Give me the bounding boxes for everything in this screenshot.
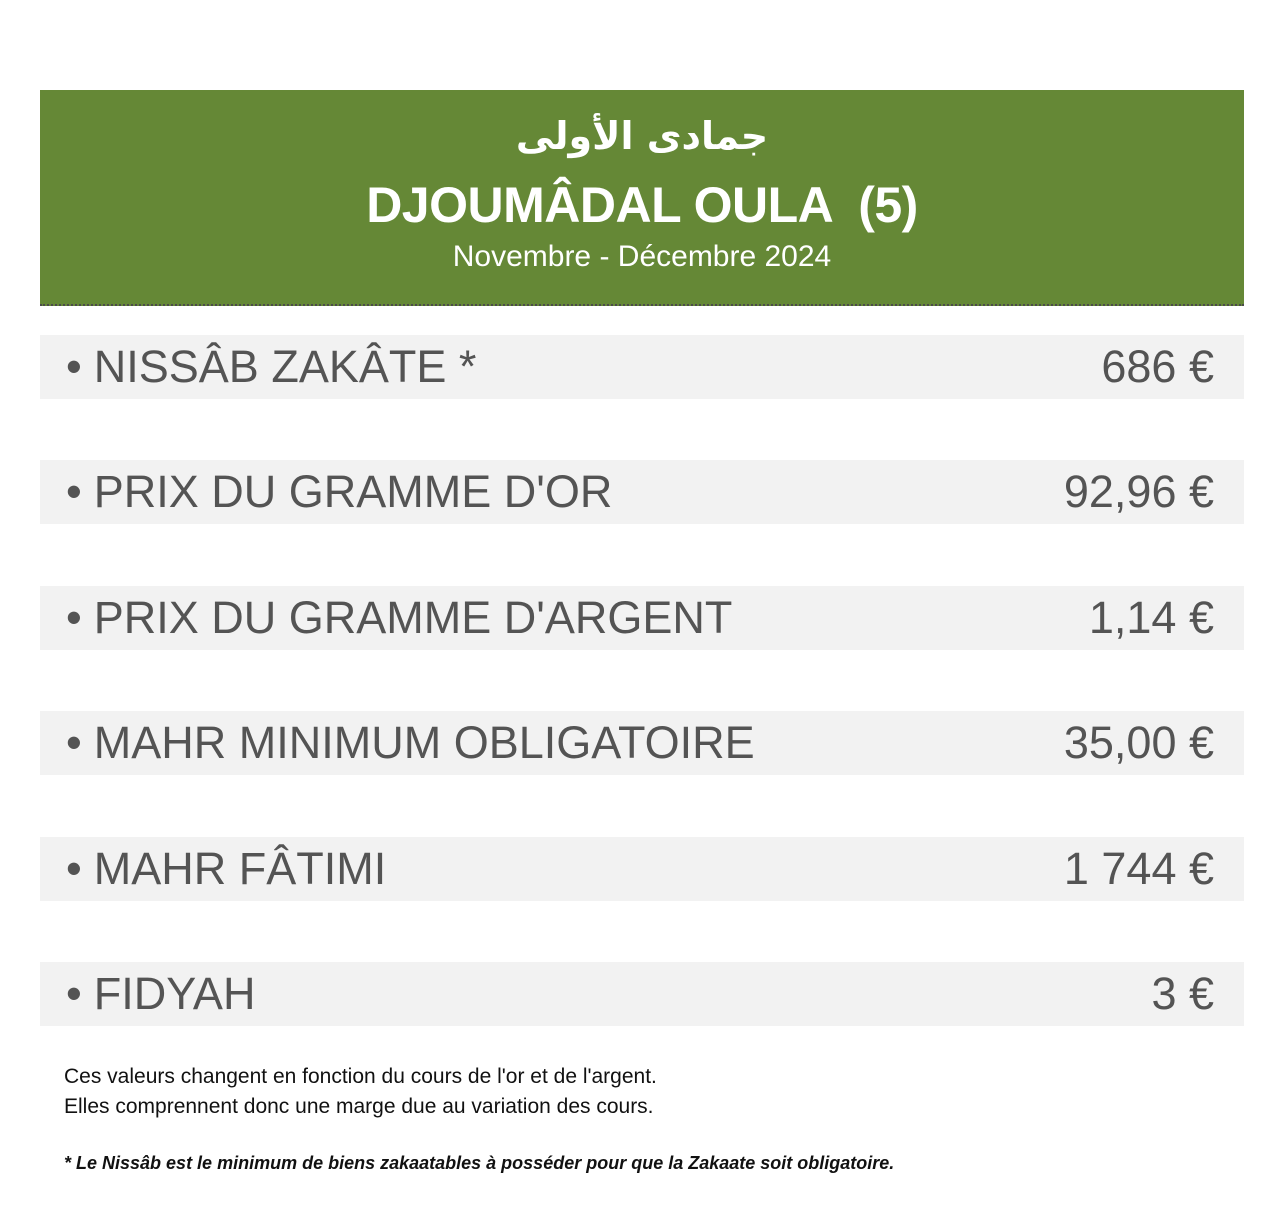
row-label: PRIX DU GRAMME D'OR <box>93 466 613 517</box>
row-label: FIDYAH <box>93 968 256 1019</box>
bullet-icon: • <box>66 968 82 1019</box>
period-subtitle: Novembre - Décembre 2024 <box>452 240 832 273</box>
row-mahr-fatimi <box>40 837 1244 901</box>
notes <box>64 1062 657 1122</box>
bullet-icon: • <box>66 843 82 894</box>
row-prix-gramme-or <box>40 460 1244 524</box>
month-title: DJOUMÂDAL OULA (5) <box>366 177 918 233</box>
row-label: NISSÂB ZAKÂTE * <box>93 341 477 392</box>
bullet-icon: • <box>66 717 82 768</box>
row-value: 1,14 € <box>1088 592 1214 643</box>
bullet-icon: • <box>66 466 82 517</box>
footnote: * Le Nissâb est le minimum de biens zakaatables à posséder pour que la Zakaate soit obligatoire. <box>64 1153 895 1173</box>
row-value: 35,00 € <box>1063 717 1214 768</box>
row-label: PRIX DU GRAMME D'ARGENT <box>93 592 733 643</box>
row-nissab-zakate <box>40 335 1244 399</box>
note-line: Elles comprennent donc une marge due au variation des cours. <box>64 1095 654 1118</box>
row-label: MAHR MINIMUM OBLIGATOIRE <box>93 717 755 768</box>
row-mahr-minimum <box>40 711 1244 775</box>
row-value: 1 744 € <box>1063 843 1214 894</box>
row-value: 686 € <box>1101 341 1214 392</box>
row-value: 92,96 € <box>1063 466 1214 517</box>
arabic-month-title: جمادى الأولى <box>515 114 769 158</box>
row-fidyah <box>40 962 1244 1026</box>
row-prix-gramme-argent <box>40 586 1244 650</box>
note-line: Ces valeurs changent en fonction du cours de l'or et de l'argent. <box>64 1065 657 1088</box>
header-banner <box>40 90 1244 306</box>
row-label: MAHR FÂTIMI <box>93 843 387 894</box>
row-value: 3 € <box>1151 968 1214 1019</box>
bullet-icon: • <box>66 341 82 392</box>
bullet-icon: • <box>66 592 82 643</box>
